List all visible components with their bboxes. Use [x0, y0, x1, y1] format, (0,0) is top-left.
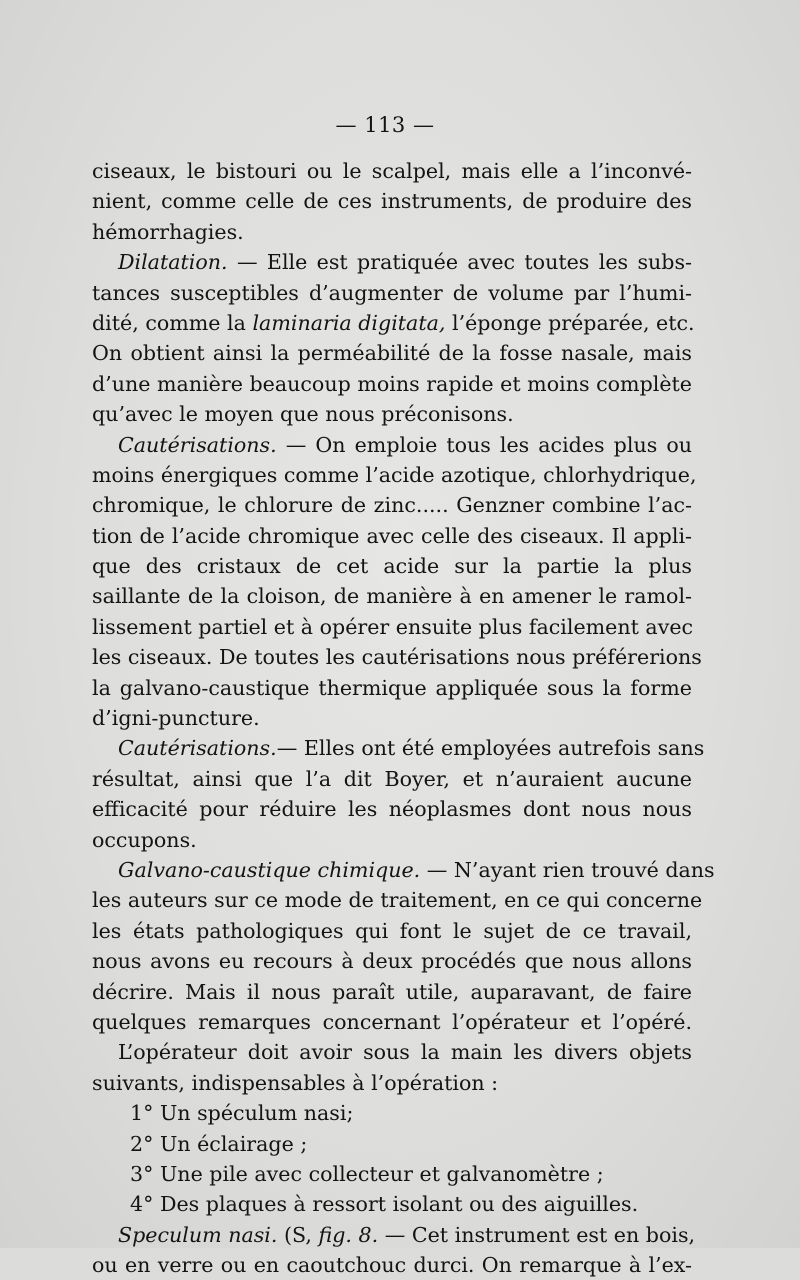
text-run: 2° Un éclairage ; [130, 1131, 308, 1156]
text-run: les auteurs sur ce mode de traitement, en ce qui concerne [92, 888, 703, 913]
text-line [92, 460, 697, 490]
list-item [92, 1159, 692, 1189]
text-line [92, 733, 705, 763]
text-line [92, 1037, 692, 1067]
text-line [92, 673, 692, 703]
text-line [92, 916, 692, 946]
text-line [92, 1250, 692, 1280]
text-run: les états pathologiques qui font le sujet de ce travail, [92, 918, 692, 943]
text-run: ciseaux, le bistouri ou le scalpel, mais elle a l’inconvé- [92, 159, 692, 183]
italic-run: Cautérisations. [118, 736, 277, 761]
text-run: chromique, le chlorure de zinc..... Genzner combine l’ac- [92, 493, 692, 518]
italic-run: Speculum nasi. [118, 1222, 278, 1247]
text-line [92, 521, 692, 551]
text-line [92, 338, 692, 368]
text-line [92, 399, 692, 429]
text-line [92, 855, 715, 885]
text-run: qu’avec le moyen que nous préconisons. [92, 402, 514, 427]
list-item [92, 1129, 692, 1159]
text-run: tances susceptibles d’augmenter de volume par l’humi- [92, 280, 692, 305]
text-run: lissement partiel et à opérer ensuite plus facilement avec [92, 614, 694, 639]
text-line [92, 612, 692, 642]
text-line [92, 369, 692, 399]
text-line [92, 764, 692, 794]
text-line [92, 581, 692, 611]
text-line [92, 977, 692, 1007]
text-run: saillante de la cloison, de manière à en amener le ramol- [92, 584, 692, 609]
page-number: — 113 — [335, 113, 435, 137]
italic-run: Cautérisations. [118, 432, 277, 457]
text-line [92, 551, 692, 581]
text-run: les ciseaux. De toutes les cautérisations nous préférerions [92, 645, 702, 670]
text-run: moins énergiques comme l’acide azotique, chlorhydrique, [92, 462, 697, 487]
italic-run: laminaria digitata, [252, 310, 446, 335]
italic-run: Galvano-caustique chimique. [118, 857, 421, 882]
text-run: 3° Une pile avec collecteur et galvanomètre ; [130, 1161, 604, 1186]
text-line [92, 278, 692, 308]
text-run: — Cet instrument est en bois, [378, 1222, 696, 1247]
text-run: On obtient ainsi la perméabilité de la fosse nasale, mais [92, 341, 692, 366]
text-line [92, 946, 692, 976]
text-line [92, 156, 692, 186]
italic-run: Dilatation. [118, 250, 228, 275]
text-line [92, 642, 702, 672]
text-line [92, 490, 692, 520]
text-run: L’opérateur doit avoir sous la main les divers objets [118, 1040, 692, 1065]
text-run: 4° Des plaques à ressort isolant ou des aiguilles. [130, 1192, 639, 1217]
text-line [92, 703, 692, 733]
text-run: résultat, ainsi que l’a dit Boyer, et n’auraient aucune [92, 766, 692, 791]
list-item [92, 1189, 692, 1219]
text-run: nient, comme celle de ces instruments, de produire des [92, 189, 692, 214]
body-text [92, 156, 715, 1280]
text-run: ou en verre ou en caoutchouc durci. On remarque à l’ex- [92, 1253, 692, 1278]
text-line [92, 825, 692, 855]
italic-run: fig. 8. [318, 1222, 379, 1247]
text-line [92, 308, 695, 338]
text-run: suivants, indispensables à l’opération : [92, 1070, 499, 1095]
text-run: — N’ayant rien trouvé dans [420, 857, 715, 882]
text-run: décrire. Mais il nous paraît utile, auparavant, de faire [92, 979, 692, 1004]
text-line [92, 794, 692, 824]
text-run: (S, [277, 1222, 319, 1247]
text-run: occupons. [92, 827, 197, 852]
text-run: quelques remarques concernant l’opérateur et l’opéré. [92, 1009, 692, 1034]
text-run: que des cristaux de cet acide sur la partie la plus [92, 554, 692, 579]
text-line [92, 217, 692, 247]
text-line [92, 1068, 692, 1098]
text-run: hémorrhagies. [92, 219, 244, 244]
text-run: efficacité pour réduire les néoplasmes dont nous nous [92, 797, 692, 822]
text-line [92, 885, 703, 915]
text-run: la galvano-caustique thermique appliquée sous la forme [92, 675, 692, 700]
text-run: — Elles ont été employées autrefois sans [276, 736, 705, 761]
text-run: tion de l’acide chromique avec celle des ciseaux. Il appli- [92, 523, 692, 548]
text-run: l’éponge préparée, etc. [445, 310, 695, 335]
text-run: d’igni-puncture. [92, 706, 260, 731]
text-line [92, 430, 692, 460]
text-run: nous avons eu recours à deux procédés que nous allons [92, 949, 692, 974]
text-line [92, 1007, 692, 1037]
text-line [92, 186, 692, 216]
text-line [92, 1220, 696, 1250]
text-run: d’une manière beaucoup moins rapide et moins complète [92, 371, 692, 396]
text-run: — On emploie tous les acides plus ou [276, 432, 692, 457]
text-run: dité, comme la [92, 310, 253, 335]
list-item [92, 1098, 692, 1128]
text-line [92, 247, 692, 277]
text-run: 1° Un spéculum nasi; [130, 1101, 354, 1126]
text-run: — Elle est pratiquée avec toutes les subs- [227, 250, 692, 275]
